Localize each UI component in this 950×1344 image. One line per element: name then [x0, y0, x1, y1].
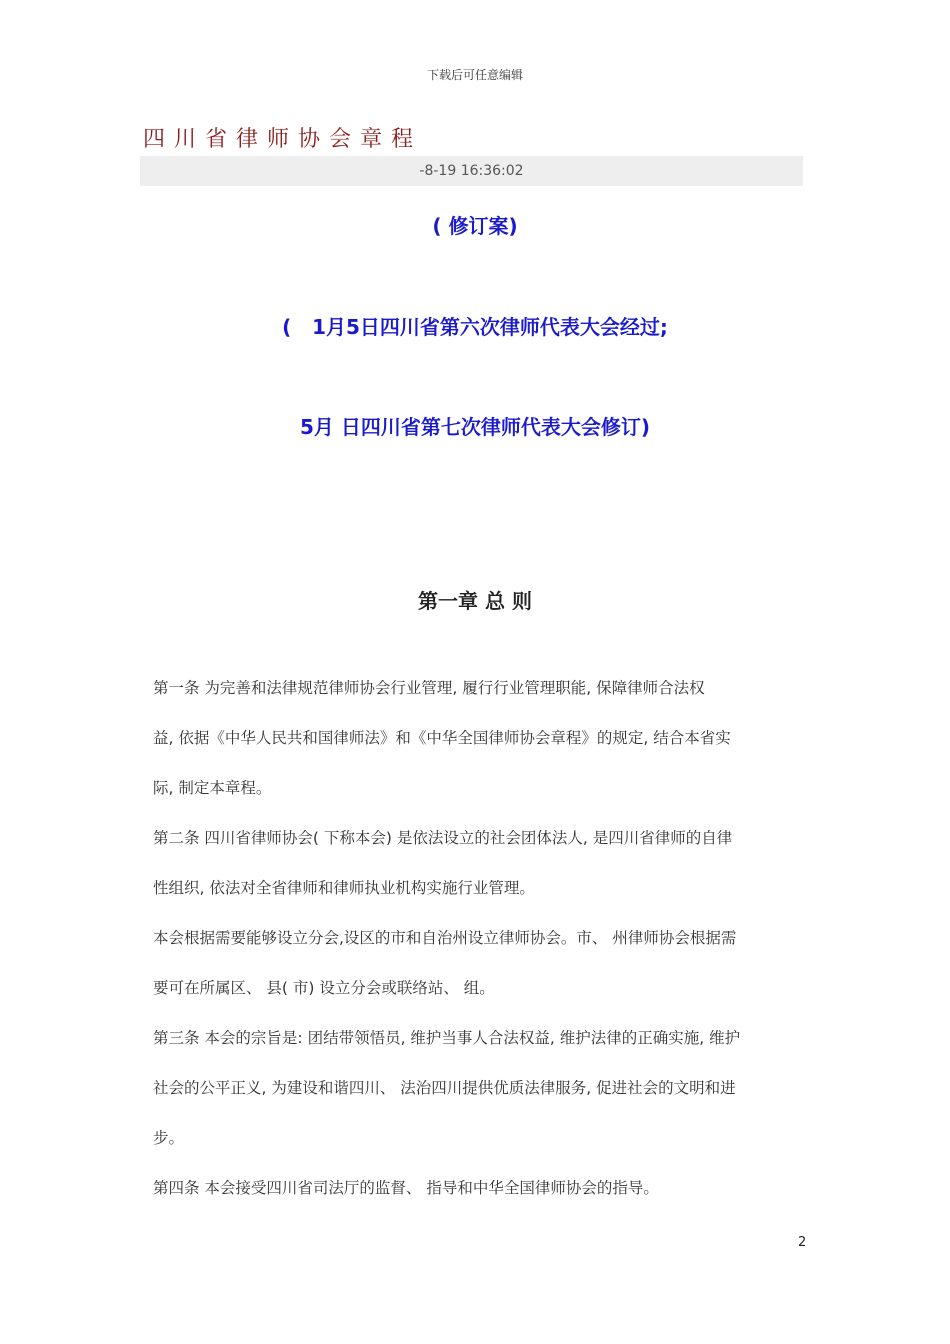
- date-bar: [140, 156, 803, 186]
- adoption-line-1: ( 1月5日四川省第六次律师代表大会经过;: [282, 315, 668, 339]
- publish-date: -8-19 16:36:02: [419, 163, 524, 179]
- chapter-title: 第一章 总 则: [418, 589, 532, 613]
- article-2b-line-2: 要可在所属区、 县( 市) 设立分会或联络站、 组。: [153, 979, 495, 997]
- article-2b-line-1: 本会根据需要能够设立分会,设区的市和自治州设立律师协会。市、 州律师协会根据需: [153, 929, 737, 947]
- article-4-line-1: 第四条 本会接受四川省司法厅的监督、 指导和中华全国律师协会的指导。: [153, 1179, 659, 1197]
- document-title: 四川省律师协会章程: [143, 127, 423, 152]
- article-1-line-2: 益, 依据《中华人民共和国律师法》和《中华全国律师协会章程》的规定, 结合本省实: [153, 729, 731, 747]
- article-2-line-1: 第二条 四川省律师协会( 下称本会) 是依法设立的社会团体法人, 是四川省律师的自律: [153, 829, 733, 847]
- revision-label: ( 修订案): [432, 214, 518, 238]
- article-3-line-1: 第三条 本会的宗旨是: 团结带领悟员, 维护当事人合法权益, 维护法律的正确实施, 维护: [153, 1029, 741, 1047]
- article-3-line-3: 步。: [153, 1129, 185, 1147]
- page-number: 2: [798, 1235, 807, 1250]
- article-1-line-1: 第一条 为完善和法律规范律师协会行业管理, 履行行业管理职能, 保障律师合法权: [153, 679, 705, 697]
- article-1-line-3: 际, 制定本章程。: [153, 779, 272, 797]
- article-2-line-2: 性组织, 依法对全省律师和律师执业机构实施行业管理。: [153, 879, 535, 897]
- adoption-line-2: 5月 日四川省第七次律师代表大会修订): [299, 415, 651, 439]
- header-note: 下载后可任意编辑: [426, 68, 523, 82]
- article-3-line-2: 社会的公平正义, 为建设和谐四川、 法治四川提供优质法律服务, 促进社会的文明和进: [153, 1079, 736, 1097]
